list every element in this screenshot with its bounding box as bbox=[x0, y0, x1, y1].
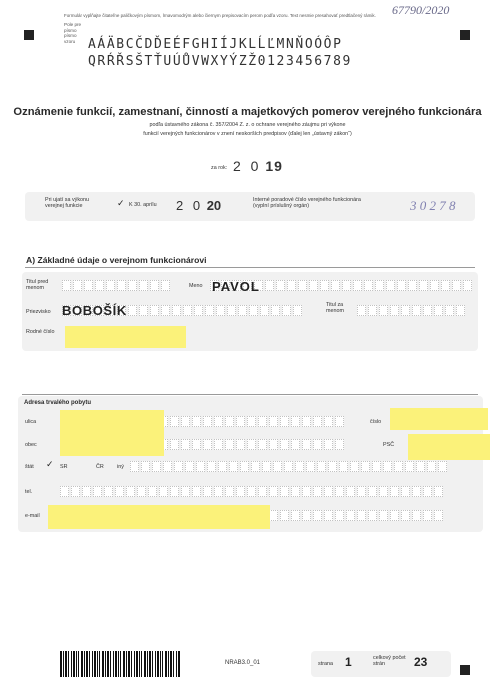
state-cr-label: ČR bbox=[96, 464, 104, 470]
section-a-divider bbox=[25, 267, 475, 268]
title-after-cells[interactable] bbox=[357, 305, 465, 316]
redacted-postal-code bbox=[408, 434, 490, 460]
handwritten-reference: 67790/2020 bbox=[392, 3, 450, 17]
form-barcode bbox=[60, 651, 208, 677]
address-section-title: Adresa trvalého pobytu bbox=[24, 400, 92, 406]
state-label: štát bbox=[25, 464, 34, 470]
title-before-label: Titul pred menom bbox=[26, 279, 49, 292]
year-field[interactable] bbox=[233, 158, 283, 174]
year-suffix: 19 bbox=[265, 158, 283, 174]
april-year-prefix: 2 0 bbox=[176, 198, 204, 213]
section-a-title: A) Základné údaje o verejnom funkcionárovi bbox=[26, 255, 207, 265]
registration-mark-top-right bbox=[460, 30, 470, 40]
internal-number-label: Interné poradové číslo verejného funkcionára (vyplní príslušný orgán) bbox=[253, 197, 361, 210]
assume-office-label: Pri ujatí sa výkonu verejnej funkcie bbox=[45, 197, 90, 210]
april-checkbox[interactable]: ✓ bbox=[117, 198, 125, 208]
phone-label: tel. bbox=[25, 489, 33, 495]
first-name-value: PAVOL bbox=[212, 279, 260, 294]
number-label: číslo bbox=[370, 419, 382, 425]
year-prefix: 2 0 bbox=[233, 158, 262, 174]
first-name-label: Meno bbox=[189, 283, 203, 289]
registration-mark-top-left bbox=[24, 30, 34, 40]
redacted-street bbox=[60, 410, 164, 434]
city-label: obec bbox=[25, 442, 37, 448]
state-sr-label: SR bbox=[60, 464, 68, 470]
page-label: strana bbox=[318, 661, 333, 667]
form-code: NRAB3.0_01 bbox=[225, 660, 261, 666]
registration-mark-bottom-right bbox=[460, 665, 470, 675]
street-label: ulica bbox=[25, 419, 37, 425]
april-year-field[interactable] bbox=[176, 198, 221, 213]
total-pages: 23 bbox=[414, 655, 428, 669]
birth-number-label: Rodné číslo bbox=[26, 329, 55, 335]
subtitle-line-2: funkcií verejných funkcionárov v znení neskorších predpisov (ďalej len „ústavný zákon“) bbox=[143, 131, 352, 137]
letter-sample-label: Pole pre písmo písmo vzoru bbox=[64, 22, 82, 44]
address-top-divider bbox=[22, 394, 478, 395]
title-before-cells[interactable] bbox=[62, 280, 170, 291]
april-label: K 30. aprílu bbox=[129, 202, 157, 208]
april-year-suffix: 20 bbox=[206, 198, 222, 213]
form-instructions: Formulár vypĺňajte čitateľne paličkovým písmom, Írnavomodrým alebo čiernym prepisovacím perom podľa vzoru. Text nesmie presahovať predtlačený rámik. bbox=[64, 13, 376, 18]
redacted-email bbox=[48, 505, 270, 529]
page-number: 1 bbox=[345, 655, 352, 669]
page-title: Oznámenie funkcií, zamestnaní, činností a majetkových pomerov verejného funkcionára bbox=[13, 106, 482, 118]
state-other-cells[interactable] bbox=[130, 461, 447, 472]
total-pages-label: celkový počet strán bbox=[373, 655, 406, 668]
internal-number-value[interactable]: 3 0 2 7 8 bbox=[410, 198, 456, 213]
state-other-label: iný bbox=[117, 464, 124, 470]
year-label: za rok: bbox=[211, 165, 228, 171]
phone-cells[interactable] bbox=[60, 486, 443, 497]
subtitle-line-1: podľa ústavného zákona č. 357/2004 Z. z. o ochrane verejného záujmu pri výkone bbox=[149, 122, 346, 128]
surname-label: Priezvisko bbox=[26, 309, 51, 315]
letter-sample-row-1: AÁÄBCČDĎEÉFGHIÍJKLĹĽMNŇOÓÔP bbox=[88, 37, 343, 52]
postal-code-label: PSČ bbox=[383, 442, 395, 448]
state-sr-checkbox[interactable]: ✓ bbox=[46, 459, 54, 469]
letter-sample-row-2: QRŔŘSŠTŤUÚŮVWXYÝZŽ0123456789 bbox=[88, 54, 352, 69]
redacted-number bbox=[390, 408, 488, 430]
surname-value: BOBOŠÍK bbox=[62, 303, 127, 318]
redacted-city bbox=[60, 434, 164, 456]
email-label: e-mail bbox=[25, 513, 40, 519]
redacted-birth-number bbox=[65, 326, 186, 348]
title-after-label: Titul za menom bbox=[326, 302, 344, 315]
